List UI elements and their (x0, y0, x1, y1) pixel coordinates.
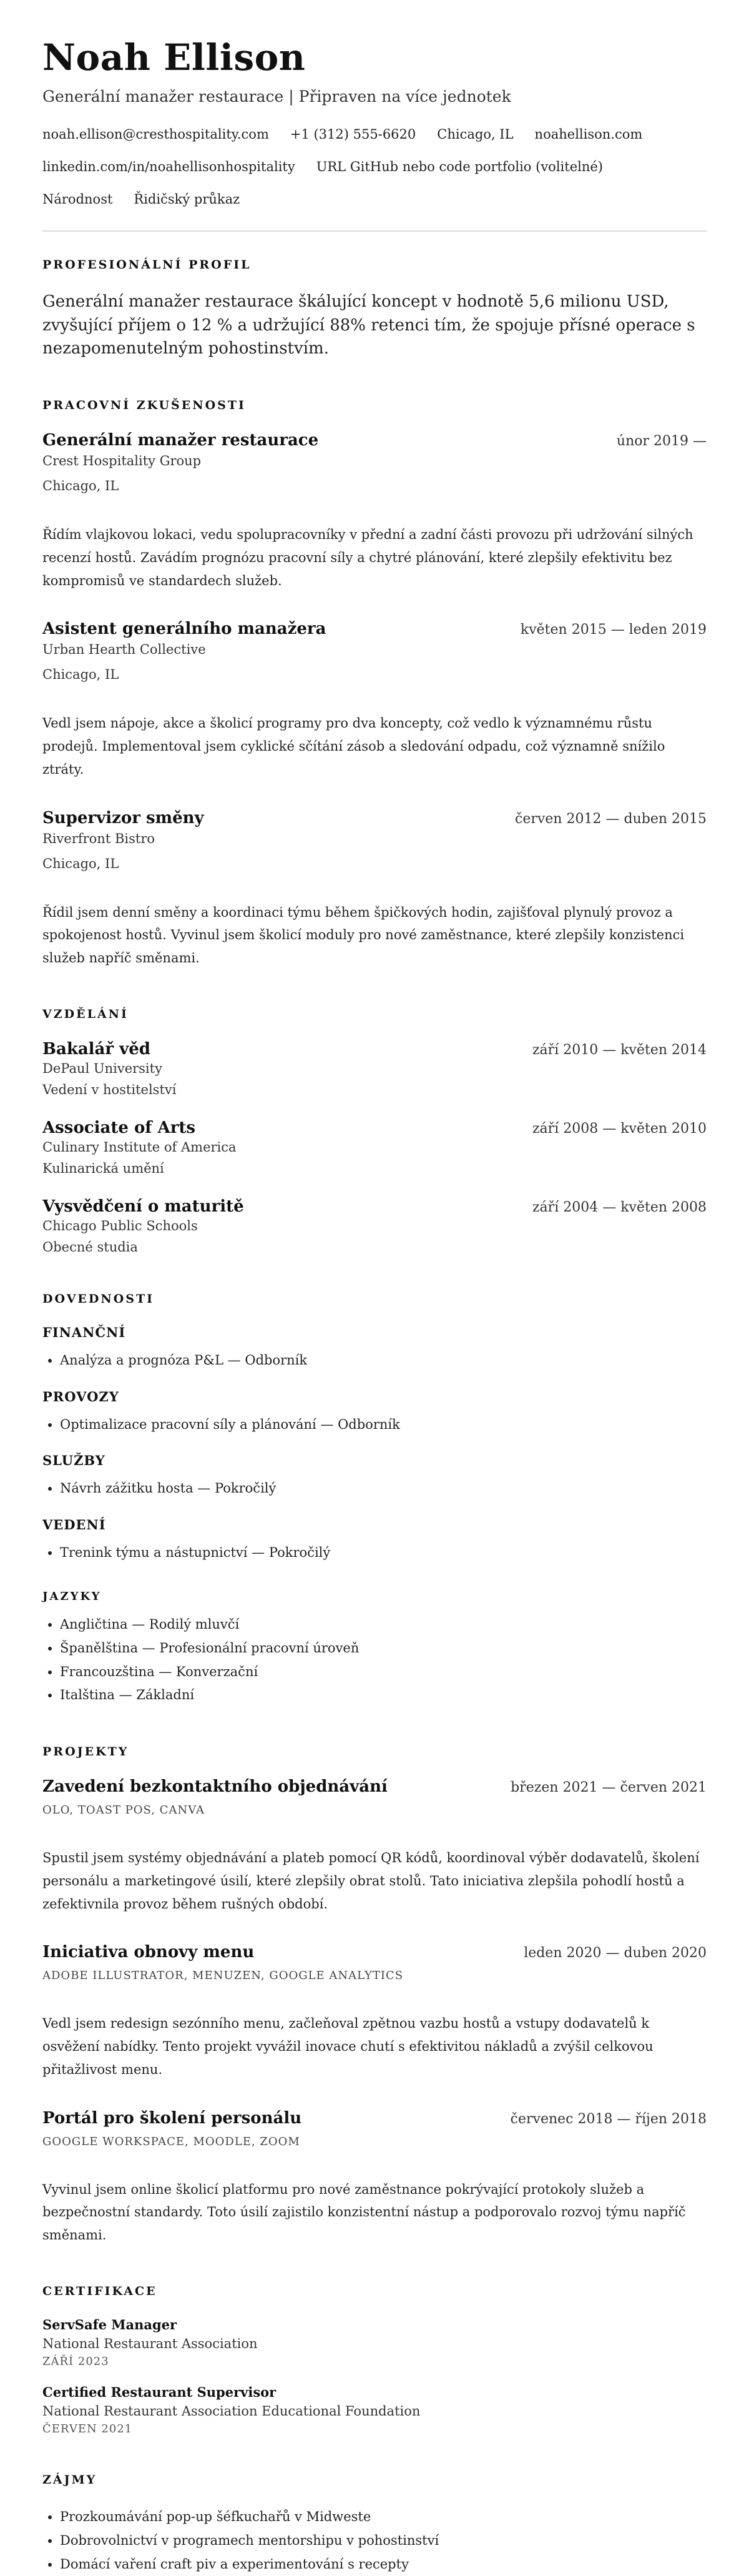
email-link[interactable]: noah.ellison@cresthospitality.com (42, 127, 269, 142)
interests-list (42, 2505, 707, 2576)
skill-category: FINANČNÍ (42, 1324, 126, 1340)
skills-heading: DOVEDNOSTI (42, 1291, 155, 1306)
job-location: Chicago, IL (42, 478, 119, 494)
education-entry (42, 1197, 707, 1255)
location-text: Chicago, IL (437, 127, 514, 142)
project-tech: GOOGLE WORKSPACE, MOODLE, ZOOM (42, 2134, 300, 2148)
job-dates: červen 2012 — duben 2015 (515, 811, 707, 827)
project-name: Portál pro školení personálu (42, 2108, 302, 2128)
github-link[interactable]: URL GitHub nebo code portfolio (volitelné) (316, 159, 603, 174)
certification-name: ServSafe Manager (42, 2316, 177, 2332)
project-entry (42, 2109, 707, 2247)
candidate-name: Noah Ellison (42, 36, 306, 79)
study-field: Kulinarická umění (42, 1160, 164, 1176)
company-name: Crest Hospitality Group (42, 453, 202, 469)
skill-category: SLUŽBY (42, 1453, 105, 1469)
interest-item: • Dobrovolnictví v programech mentorshipu v pohostinství (60, 2529, 707, 2553)
certifications-heading: CERTIFIKACE (42, 2284, 157, 2298)
job-dates: květen 2015 — leden 2019 (520, 622, 707, 638)
skill-category: PROVOZY (42, 1388, 119, 1404)
interests-section (42, 2473, 707, 2576)
company-name: Urban Hearth Collective (42, 642, 206, 658)
skill-item: • Optimalizace pracovní síly a plánování — Odborník (60, 1413, 707, 1437)
interest-item: • Domácí vaření craft piv a experimentování s recepty (60, 2553, 707, 2576)
project-name: Iniciativa obnovy menu (42, 1943, 255, 1962)
language-item: • Italština — Základní (60, 1684, 707, 1707)
skill-group (42, 1325, 707, 1373)
education-heading: VZDĚLÁNÍ (42, 1007, 129, 1021)
job-title: Supervizor směny (42, 808, 204, 827)
job-location: Chicago, IL (42, 856, 119, 871)
experience-entry (42, 431, 707, 592)
certification-entry (42, 2384, 707, 2435)
language-item: • Španělština — Profesionální pracovní úroveň (60, 1637, 707, 1661)
contact-row-extra (42, 192, 707, 207)
education-dates: září 2004 — květen 2008 (532, 1199, 707, 1215)
projects-section (42, 1745, 707, 2247)
job-title: Generální manažer restaurace (42, 431, 319, 450)
language-item: • Angličtina — Rodilý mluvčí (60, 1613, 707, 1637)
education-entry (42, 1040, 707, 1097)
project-dates: březen 2021 — červen 2021 (511, 1780, 707, 1796)
skill-item: • Návrh zážitku hosta — Pokročilý (60, 1477, 707, 1501)
study-field: Obecné studia (42, 1239, 138, 1255)
project-tech: OLO, TOAST POS, CANVA (42, 1804, 205, 1817)
skill-item: • Trenink týmu a nástupnictví — Pokročilý (60, 1541, 707, 1565)
profile-heading: PROFESIONÁLNÍ PROFIL (42, 258, 252, 272)
experience-section (42, 398, 707, 970)
job-dates: únor 2019 — (616, 433, 707, 450)
skills-section (42, 1292, 707, 1707)
school-name: DePaul University (42, 1060, 162, 1076)
skill-item: • Analýza a prognóza P&L — Odborník (60, 1349, 707, 1373)
job-location: Chicago, IL (42, 667, 119, 683)
profile-text: Generální manažer restaurace škálující koncept v hodnotě 5,6 milionu USD, zvyšující příjem o 12 % a udržující 88% retenci tím, že spojuje přísné operace s nezapomenutelným pohostinstvím. (42, 292, 695, 358)
candidate-tagline: Generální manažer restaurace | Připraven na více jednotek (42, 87, 511, 106)
header-divider (42, 230, 707, 232)
degree-title: Associate of Arts (42, 1118, 196, 1137)
degree-title: Vysvědčení o maturitě (42, 1197, 244, 1216)
linkedin-link[interactable]: linkedin.com/in/noahellisonhospitality (42, 159, 295, 174)
certification-issuer: National Restaurant Association (42, 2336, 258, 2351)
skill-group (42, 1389, 707, 1437)
project-name: Zavedení bezkontaktního objednávání (42, 1777, 388, 1797)
project-description: Spustil jsem systémy objednávání a plateb pomocí QR kódů, koordinoval výběr dodavatelů, školení personálu a marketingové úsilí, které zlepšily obrat stolů. Tato iniciativa zlepšila pohodlí hostů a zefektivnila provoz během rušných období. (42, 1850, 700, 1912)
education-dates: září 2010 — květen 2014 (532, 1042, 707, 1058)
experience-heading: PRACOVNÍ ZKUŠENOSTI (42, 398, 246, 413)
project-entry (42, 1943, 707, 2081)
project-entry (42, 1777, 707, 1915)
education-entry (42, 1118, 707, 1176)
nationality-text: Národnost (42, 192, 113, 207)
certification-entry (42, 2317, 707, 2368)
experience-entry (42, 619, 707, 781)
contact-row-primary (42, 127, 707, 142)
job-title: Asistent generálního manažera (42, 619, 326, 639)
contact-row-links (42, 159, 707, 174)
project-description: Vedl jsem redesign sezónního menu, začleňoval zpětnou vazbu hostů a vstupy dodavatelů k osvěžení nabídky. Tento projekt vyvážil inovace chutí s efektivitou nákladů a zvýšil celkovou přitažlivost menu. (42, 2016, 654, 2077)
project-dates: červenec 2018 — říjen 2018 (510, 2111, 707, 2127)
education-dates: září 2008 — květen 2010 (532, 1120, 707, 1137)
profile-section (42, 258, 707, 361)
school-name: Chicago Public Schools (42, 1218, 198, 1233)
project-tech: ADOBE ILLUSTRATOR, MENUZEN, GOOGLE ANALYTICS (42, 1969, 404, 1983)
certification-name: Certified Restaurant Supervisor (42, 2384, 277, 2400)
language-item: • Francouzština — Konverzační (60, 1661, 707, 1684)
skill-group (42, 1517, 707, 1565)
languages-heading: JAZYKY (42, 1590, 102, 1603)
skill-group (42, 1453, 707, 1501)
languages-list (42, 1613, 707, 1707)
license-text: Řidičský průkaz (134, 192, 240, 207)
projects-heading: PROJEKTY (42, 1745, 129, 1759)
interests-heading: ZÁJMY (42, 2472, 97, 2487)
certification-date: ZÁŘÍ 2023 (42, 2354, 109, 2368)
website-link[interactable]: noahellison.com (534, 127, 643, 142)
job-description: Řídím vlajkovou lokaci, vedu spolupracovníky v přední a zadní části provozu při udržování silných recenzí hostů. Zavádím prognózu pracovní síly a chytré plánování, které zlepšily efektivitu bez kompromisů ve standardech služeb. (42, 527, 693, 588)
project-description: Vyvinul jsem online školicí platformu pro nové zaměstnance pokrývající protokoly služeb a bezpečnostní standardy. Toto úsilí zajistilo konzistentní nástup a podporovalo rozvoj týmu napříč směnami. (42, 2181, 686, 2243)
degree-title: Bakalář věd (42, 1039, 150, 1059)
skill-category: VEDENÍ (42, 1517, 106, 1533)
project-dates: leden 2020 — duben 2020 (524, 1945, 707, 1962)
interest-item: • Prozkoumávání pop-up šéfkuchařů v Midweste (60, 2505, 707, 2529)
job-description: Řídil jsem denní směny a koordinaci týmu během špičkových hodin, zajišťoval plynulý provoz a spokojenost hostů. Vyvinul jsem školicí moduly pro nové zaměstnance, které zlepšily konzistenci služeb napříč směnami. (42, 904, 685, 966)
certifications-section (42, 2284, 707, 2435)
education-section (42, 1007, 707, 1255)
resume-header (42, 36, 707, 207)
experience-entry (42, 809, 707, 970)
phone-number: +1 (312) 555-6620 (290, 127, 416, 142)
certification-issuer: National Restaurant Association Educational Foundation (42, 2403, 421, 2419)
company-name: Riverfront Bistro (42, 831, 155, 846)
job-description: Vedl jsem nápoje, akce a školicí programy pro dva koncepty, což vedlo k významnému růstu prodejů. Implementoval jsem cyklické sčítání zásob a sledování odpadu, což významně snížilo ztráty. (42, 716, 665, 777)
certification-date: ČERVEN 2021 (42, 2422, 133, 2435)
study-field: Vedení v hostitelství (42, 1082, 177, 1097)
school-name: Culinary Institute of America (42, 1139, 237, 1155)
